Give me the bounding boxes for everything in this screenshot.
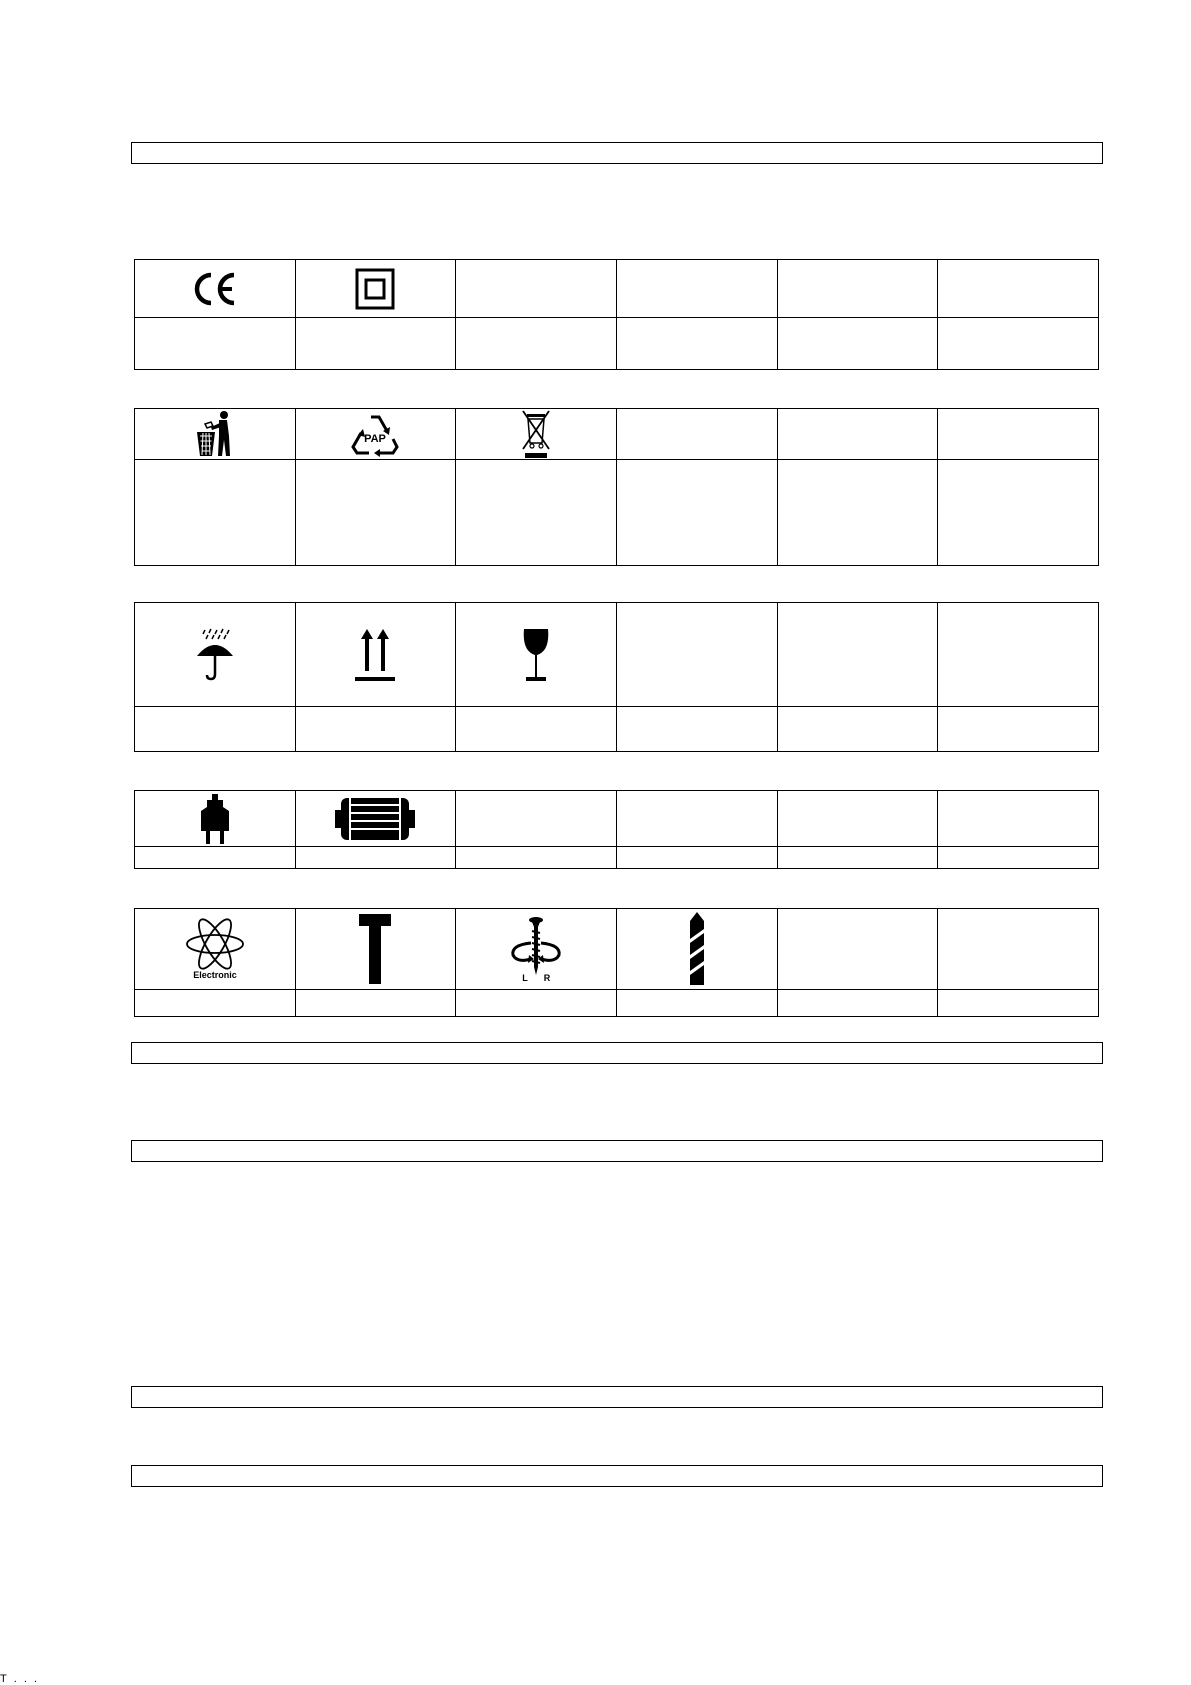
section-heading-box-3 — [131, 1140, 1103, 1162]
caption-cell — [295, 847, 456, 869]
symbol-table-power — [134, 790, 1099, 869]
caption-cell — [938, 990, 1099, 1017]
caption-cell — [295, 707, 456, 752]
symbol-cell — [135, 603, 296, 707]
symbol-cell — [295, 260, 456, 318]
electronic-label: Electronic — [193, 970, 237, 980]
symbol-cell — [456, 409, 617, 460]
symbol-cell — [135, 260, 296, 318]
rotation-right-label: R — [543, 973, 551, 983]
caption-cell — [938, 318, 1099, 370]
section-heading-box-1 — [131, 142, 1103, 164]
pap-label: PAP — [364, 433, 387, 445]
symbol-cell — [938, 260, 1099, 318]
symbol-cell — [135, 909, 296, 990]
symbol-cell — [616, 909, 777, 990]
symbol-cell — [295, 409, 456, 460]
caption-cell — [456, 460, 617, 566]
symbol-cell — [456, 260, 617, 318]
ce-mark-icon — [192, 272, 238, 306]
pap-recycling-icon — [349, 411, 401, 457]
caption-cell — [938, 460, 1099, 566]
caption-cell — [295, 990, 456, 1017]
symbol-cell — [456, 791, 617, 847]
caption-cell — [456, 990, 617, 1017]
caption-cell — [135, 847, 296, 869]
page-corner-text: Т . . . — [0, 1673, 40, 1685]
caption-cell — [616, 460, 777, 566]
caption-cell — [616, 318, 777, 370]
caption-cell — [938, 707, 1099, 752]
symbol-table-disposal — [134, 408, 1099, 566]
caption-cell — [456, 318, 617, 370]
symbol-cell — [938, 909, 1099, 990]
symbol-cell — [777, 909, 938, 990]
section-heading-box-2 — [131, 1042, 1103, 1064]
weee-crossed-bin-icon — [519, 409, 553, 459]
symbol-cell — [616, 260, 777, 318]
screw-rotation-icon — [507, 915, 565, 983]
caption-cell — [777, 707, 938, 752]
symbol-cell — [777, 409, 938, 460]
caption-cell — [456, 707, 617, 752]
caption-cell — [777, 318, 938, 370]
symbol-cell — [616, 791, 777, 847]
caption-cell — [135, 318, 296, 370]
motor-icon — [333, 796, 417, 842]
symbol-table-packaging — [134, 602, 1099, 752]
symbol-cell — [616, 409, 777, 460]
section-heading-box-5 — [131, 1465, 1103, 1487]
symbol-cell — [938, 791, 1099, 847]
caption-cell — [777, 847, 938, 869]
symbol-cell — [777, 603, 938, 707]
double-insulation-icon — [355, 268, 395, 310]
section-heading-box-4 — [131, 1386, 1103, 1408]
rotation-left-label: L — [522, 973, 528, 983]
symbol-cell — [456, 909, 617, 990]
caption-cell — [295, 460, 456, 566]
caption-cell — [135, 707, 296, 752]
litter-bin-icon — [193, 410, 237, 458]
symbol-table-certification — [134, 259, 1099, 370]
caption-cell — [135, 460, 296, 566]
symbol-cell — [938, 603, 1099, 707]
caption-cell — [938, 847, 1099, 869]
drill-bit-icon — [687, 911, 707, 987]
symbol-cell — [938, 409, 1099, 460]
caption-cell — [295, 318, 456, 370]
symbol-cell — [135, 791, 296, 847]
mains-plug-icon — [197, 793, 233, 845]
symbol-cell — [616, 603, 777, 707]
symbol-cell — [777, 260, 938, 318]
symbol-cell — [777, 791, 938, 847]
keep-dry-umbrella-icon — [195, 628, 235, 682]
caption-cell — [616, 847, 777, 869]
caption-cell — [135, 990, 296, 1017]
fragile-glass-icon — [520, 627, 552, 683]
caption-cell — [456, 847, 617, 869]
this-way-up-icon — [353, 627, 397, 683]
symbol-cell — [456, 603, 617, 707]
symbol-cell — [295, 791, 456, 847]
caption-cell — [777, 460, 938, 566]
caption-cell — [616, 990, 777, 1017]
symbol-cell — [295, 603, 456, 707]
caption-cell — [616, 707, 777, 752]
caption-cell — [777, 990, 938, 1017]
symbol-table-functions — [134, 908, 1099, 1017]
symbol-cell — [295, 909, 456, 990]
hammer-function-icon — [357, 912, 393, 986]
symbol-cell — [135, 409, 296, 460]
electronic-atom-icon — [180, 918, 250, 980]
